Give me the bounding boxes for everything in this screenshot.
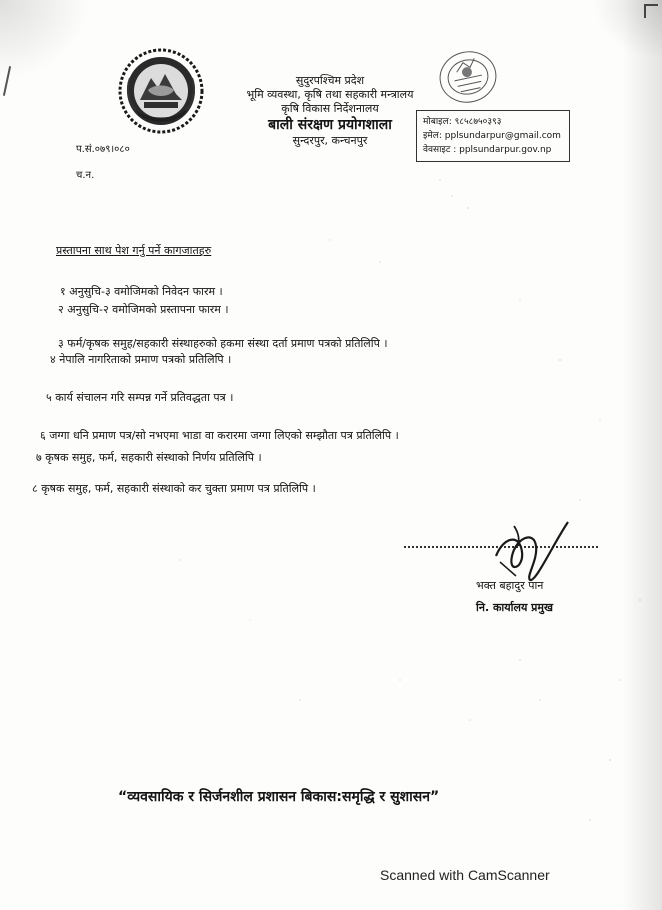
email-address: इमेल: pplsundarpur@gmail.com (423, 131, 561, 141)
document-heading: प्रस्तापना साथ पेश गर्नु पर्ने कागजातहरु (56, 244, 212, 257)
office-location: सुन्दरपुर, कन्चनपुर (292, 134, 368, 147)
dispatch-number: च.न. (76, 170, 95, 181)
list-item: ६ जग्गा धनि प्रमाण पत्र/सो नभएमा भाडा वा करारमा जग्गा लिएको सम्झौता पत्र प्रतिलिपि । (40, 429, 399, 442)
ministry-name: भूमि व्यवस्था, कृषि तथा सहकारी मन्त्रालय (246, 88, 414, 101)
website-address: वेवसाइट : pplsundarpur.gov.np (423, 145, 552, 155)
reference-number: प.सं.०७९।०८० (76, 144, 130, 155)
list-item: १ अनुसुचि-३ वमोजिमको निवेदन फारम । (60, 285, 223, 298)
signatory-name: भक्त बहादुर पान (476, 579, 544, 592)
office-slogan: “व्यवसायिक र सिर्जनशील प्रशासन बिकास:समृद्धि र सुशासन” (118, 789, 440, 805)
signatory-title: नि. कार्यालय प्रमुख (476, 601, 553, 614)
province-name: सुदुरपश्चिम प्रदेश (295, 74, 365, 87)
list-item: ३ फर्म/कृषक समुह/सहकारी संस्थाहरुको हकमा संस्था दर्ता प्रमाण पत्रको प्रतिलिपि । (58, 337, 388, 350)
office-name: बाली संरक्षण प्रयोगशाला (268, 117, 392, 133)
list-item: ५ कार्य संचालन गरि सम्पन्न गर्ने प्रतिवद्धता पत्र । (46, 391, 234, 404)
list-item: २ अनुसुचि-२ वमोजिमको प्रस्तापना फारम । (58, 303, 229, 316)
directorate-name: कृषि विकास निर्देशनालय (281, 102, 379, 115)
list-item: ४ नेपालि नागरिताको प्रमाण पत्रको प्रतिलिपि । (50, 353, 232, 366)
scanner-watermark: Scanned with CamScanner (380, 867, 550, 883)
list-item: ८ कृषक समुह, फर्म, सहकारी संस्थाको कर चुक्ता प्रमाण पत्र प्रतिलिपि । (32, 482, 316, 495)
mobile-number: मोबाइल: ९८५८७५०३९३ (423, 117, 502, 127)
list-item: ७ कृषक समुह, फर्म, सहकारी संस्थाको निर्णय प्रतिलिपि । (36, 451, 262, 464)
